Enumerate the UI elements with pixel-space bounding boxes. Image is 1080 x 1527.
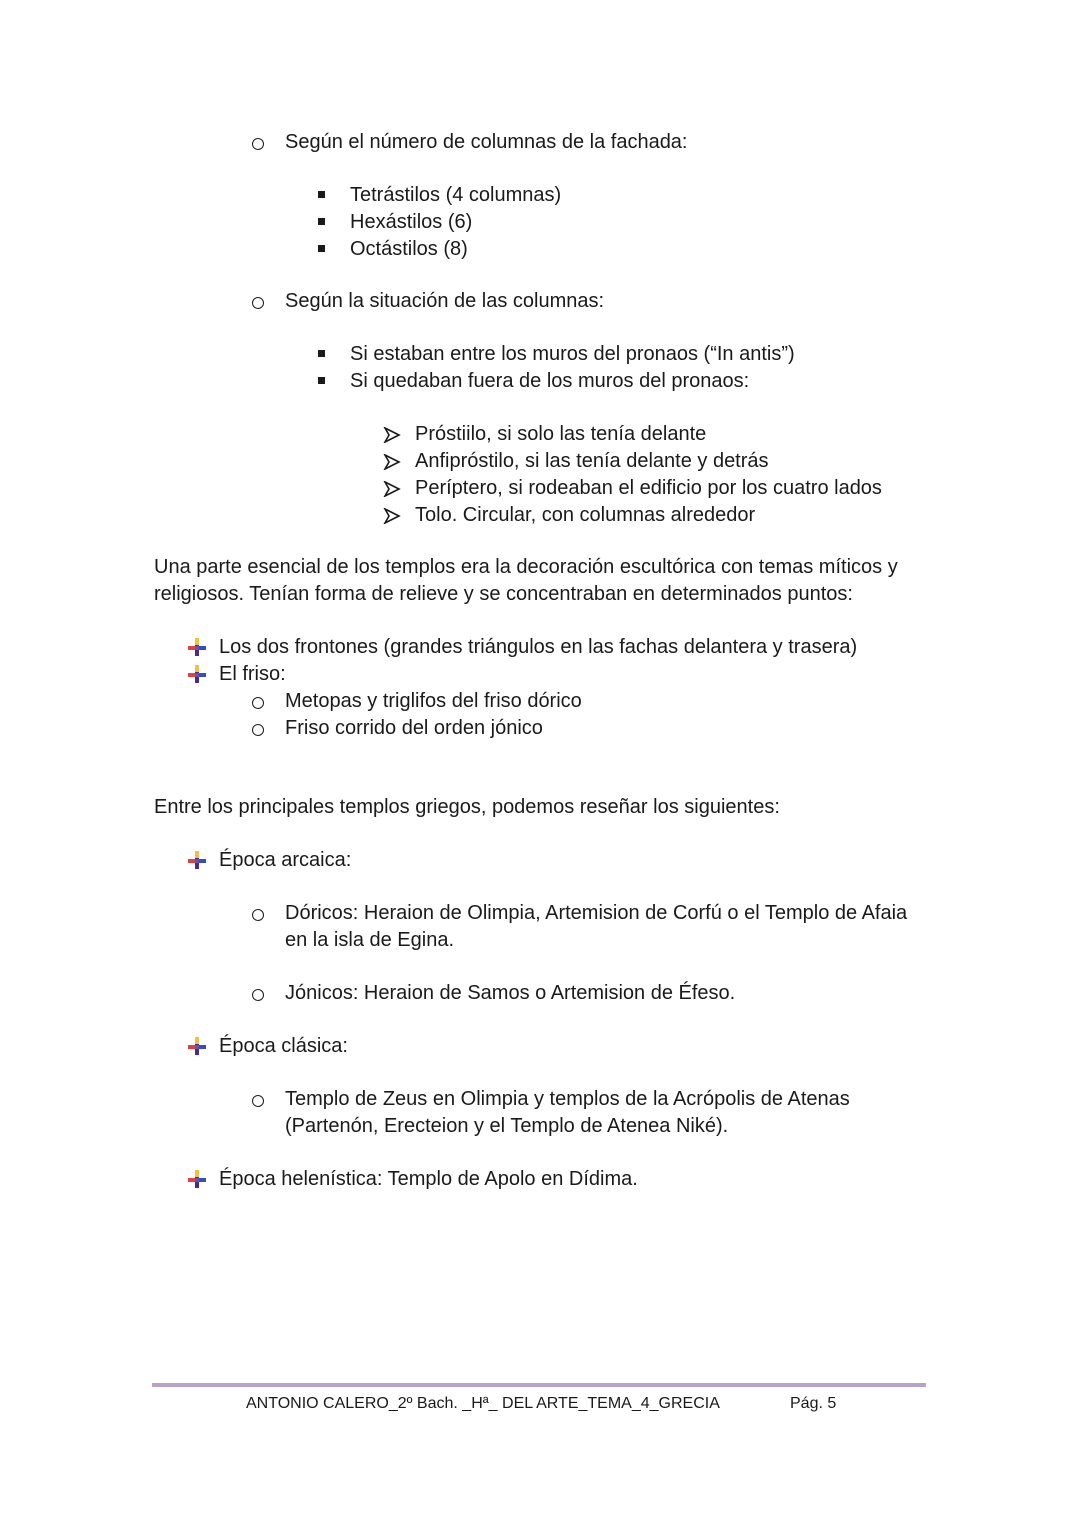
square-bullet-icon [318,245,325,252]
circle-bullet-icon [252,1095,264,1107]
archaic-label: Época arcaica: [219,849,352,871]
hellenistic-label: Época helenística: Templo de Apolo en Dídima. [219,1168,638,1190]
paragraph: Una parte esencial de los templos era la decoración escultórica con temas míticos y [154,556,898,578]
cross-bullet-icon [187,1036,207,1056]
square-bullet-icon [318,218,325,225]
list-item: Próstiilo, si solo las tenía delante [415,423,707,445]
facade-heading: Según el número de columnas de la fachada: [285,131,688,153]
temples-intro: Entre los principales templos griegos, podemos reseñar los siguientes: [154,796,780,818]
cross-bullet-icon [187,850,207,870]
circle-bullet-icon [252,138,264,150]
list-item: Si quedaban fuera de los muros del pronaos: [350,370,750,392]
list-item: Dóricos: Heraion de Olimpia, Artemision de Corfú o el Templo de Afaia [285,902,908,924]
list-item: Octástilos (8) [350,238,468,260]
circle-bullet-icon [252,909,264,921]
arrow-bullet-icon [383,508,401,524]
list-item: Si estaban entre los muros del pronaos (“In antis”) [350,343,795,365]
page-number: Pág. 5 [790,1395,837,1412]
list-item: Friso corrido del orden jónico [285,717,543,739]
footer-divider [152,1383,926,1387]
arrow-bullet-icon [383,481,401,497]
list-item: (Partenón, Erecteion y el Templo de Atenea Niké). [285,1115,729,1137]
list-item: Tetrástilos (4 columnas) [350,184,562,206]
square-bullet-icon [318,191,325,198]
cross-bullet-icon [187,664,207,684]
square-bullet-icon [318,377,325,384]
footer-author: ANTONIO CALERO_2º Bach. _Hª_ DEL ARTE_TEMA_4_GRECIA [246,1395,720,1412]
circle-bullet-icon [252,697,264,709]
position-heading: Según la situación de las columnas: [285,290,605,312]
paragraph: religiosos. Tenían forma de relieve y se concentraban en determinados puntos: [154,583,853,605]
list-item: Tolo. Circular, con columnas alrededor [415,504,756,526]
list-item: Los dos frontones (grandes triángulos en las fachas delantera y trasera) [219,636,858,658]
list-item: Hexástilos (6) [350,211,473,233]
circle-bullet-icon [252,989,264,1001]
list-item: Períptero, si rodeaban el edificio por los cuatro lados [415,477,882,499]
classical-label: Época clásica: [219,1035,348,1057]
list-item: en la isla de Egina. [285,929,455,951]
arrow-bullet-icon [383,454,401,470]
list-item: El friso: [219,663,286,685]
cross-bullet-icon [187,1169,207,1189]
list-item: Metopas y triglifos del friso dórico [285,690,582,712]
list-item: Anfipróstilo, si las tenía delante y detrás [415,450,769,472]
square-bullet-icon [318,350,325,357]
cross-bullet-icon [187,637,207,657]
list-item: Templo de Zeus en Olimpia y templos de la Acrópolis de Atenas [285,1088,850,1110]
list-item: Jónicos: Heraion de Samos o Artemision de Éfeso. [285,982,736,1004]
circle-bullet-icon [252,297,264,309]
circle-bullet-icon [252,724,264,736]
arrow-bullet-icon [383,427,401,443]
